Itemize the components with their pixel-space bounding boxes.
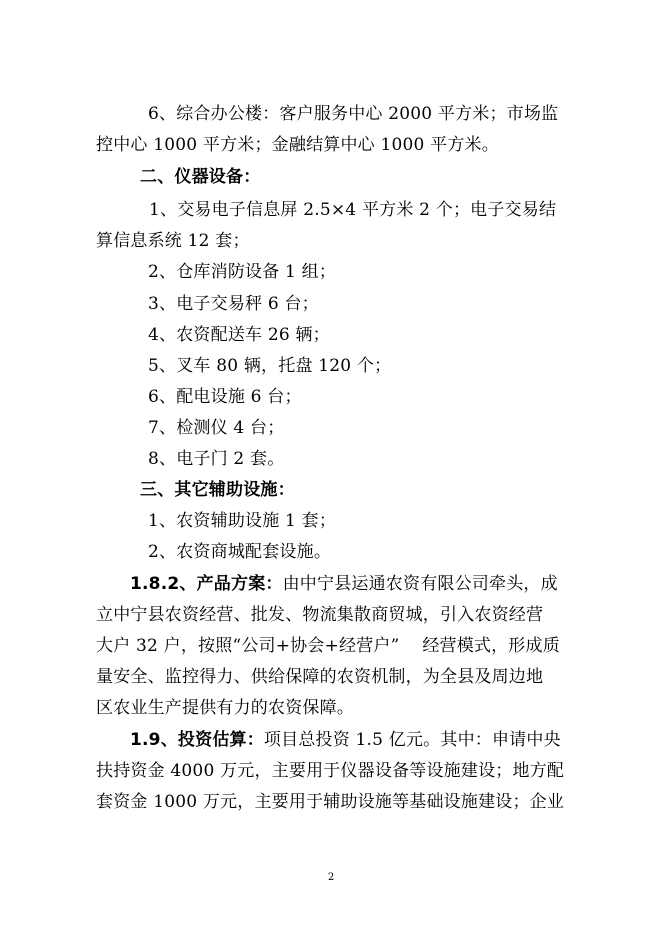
text-line: 立中宁县农资经营、批发、物流集散商贸城，引入农资经营 bbox=[96, 605, 544, 625]
text-line: 2、农资商城配套设施。 bbox=[148, 542, 332, 562]
section-heading: 二、仪器设备： bbox=[140, 167, 261, 187]
text-line: 1、交易电子信息屏 2.5×4 平方米 2 个；电子交易结 bbox=[149, 200, 557, 220]
text-line: 扶持资金 4000 万元，主要用于仪器设备等设施建设；地方配 bbox=[96, 761, 565, 781]
text-line: 6、配电设施 6 台； bbox=[148, 387, 302, 407]
text-line: 控中心 1000 平方米；金融结算中心 1000 平方米。 bbox=[96, 135, 499, 155]
text-line: 大户 32 户，按照“公司+协会+经营户” 经营模式，形成质 bbox=[96, 636, 560, 656]
text-line: 5、叉车 80 辆，托盘 120 个； bbox=[148, 356, 392, 376]
text-line: 3、电子交易秤 6 台； bbox=[148, 294, 319, 314]
paragraph-line: 1.8.2、产品方案：由中宁县运通农资有限公司牵头，成 bbox=[130, 574, 558, 594]
text-line: 量安全、监控得力、供给保障的农资机制，为全县及周边地 bbox=[96, 667, 544, 687]
section-heading: 三、其它辅助设施： bbox=[140, 480, 295, 500]
text-line: 4、农资配送车 26 辆； bbox=[148, 325, 330, 345]
page-number: 2 bbox=[327, 872, 335, 883]
text-line: 区农业生产提供有力的农资保障。 bbox=[96, 698, 354, 718]
text-line: 套资金 1000 万元，主要用于辅助设施等基础设施建设；企业 bbox=[96, 792, 565, 812]
text-line: 6、综合办公楼：客户服务中心 2000 平方米；市场监 bbox=[148, 104, 559, 124]
text-line: 2、仓库消防设备 1 组； bbox=[148, 262, 337, 282]
inline-heading: 1.9、投资估算： bbox=[130, 730, 264, 750]
text-line: 8、电子门 2 套。 bbox=[148, 449, 285, 469]
text-line: 算信息系统 12 套； bbox=[96, 231, 250, 251]
text-line: 7、检测仪 4 台； bbox=[148, 418, 285, 438]
text-line: 1、农资辅助设施 1 套； bbox=[148, 511, 337, 531]
paragraph-line: 1.9、投资估算：项目总投资 1.5 亿元。其中：申请中央 bbox=[130, 730, 561, 750]
inline-heading: 1.8.2、产品方案： bbox=[130, 574, 283, 594]
